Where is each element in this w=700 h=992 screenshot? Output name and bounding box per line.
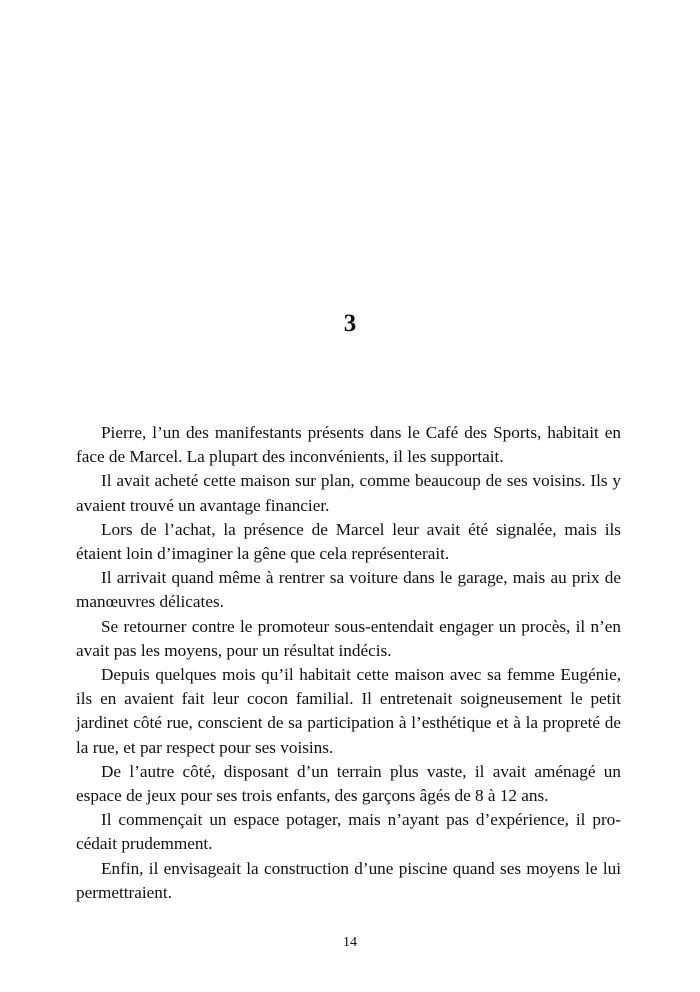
paragraph: Depuis quelques mois qu’il habitait cette maison avec sa femme Eugénie, ils en avaient fait leur cocon familial. Il entretenait soigneusement le petit jardinet côté rue, conscient de sa participation à l’esthétique et à la propreté de la rue, et par respect pour ses voisins. xyxy=(76,665,621,757)
paragraph: Il avait acheté cette maison sur plan, comme beaucoup de ses voisins. Ils y avaient trouvé un avantage financier. xyxy=(76,471,621,515)
paragraph: Se retourner contre le promoteur sous-entendait engager un procès, il n’en avait pas les moyens, pour un résultat indécis. xyxy=(76,616,621,660)
paragraph: Pierre, l’un des manifestants présents dans le Café des Sports, habitait en face de Marcel. La plupart des inconvénients, il les supportait. xyxy=(76,423,621,467)
page-number: 14 xyxy=(343,935,357,950)
paragraph: Lors de l’achat, la présence de Marcel leur avait été signalée, mais ils étaient loin d’imaginer la gêne que cela représenterait. xyxy=(76,519,621,564)
paragraph: Il commençait un espace potager, mais n’ayant pas d’expérience, il procédait prudemment. xyxy=(76,810,621,854)
chapter-body xyxy=(76,421,621,905)
paragraph: De l’autre côté, disposant d’un terrain plus vaste, il avait aménagé un espace de jeux pour ses trois enfants, des garçons âgés de 8 à 12 ans. xyxy=(76,761,621,806)
chapter-number: 3 xyxy=(343,310,357,337)
paragraph: Enfin, il envisageait la construction d’une piscine quand ses moyens le lui permettraient. xyxy=(76,858,621,902)
paragraph: Il arrivait quand même à rentrer sa voiture dans le garage, mais au prix de manœuvres délicates. xyxy=(76,568,621,612)
